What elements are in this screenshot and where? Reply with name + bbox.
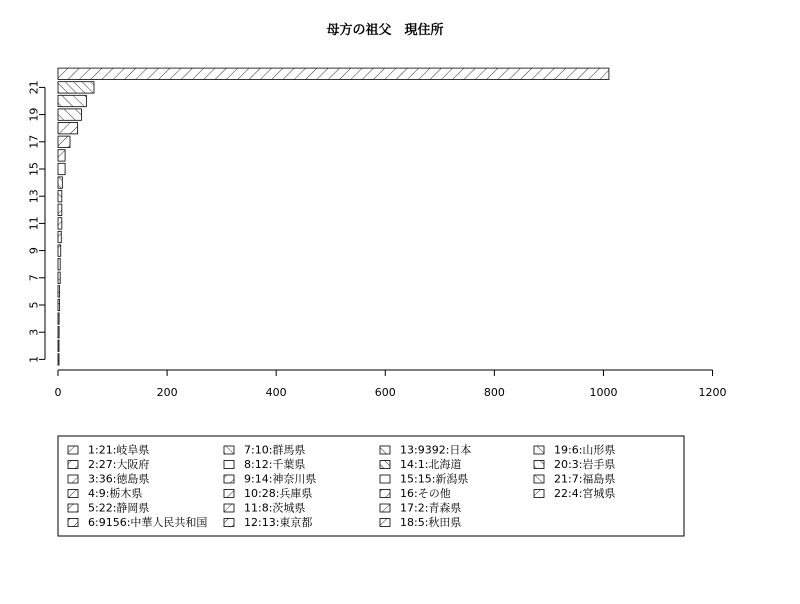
- legend-label: 3:36:徳島県: [88, 472, 150, 486]
- legend-label: 8:12:千葉県: [244, 458, 306, 471]
- bar-16: [58, 150, 65, 161]
- legend-key: [380, 504, 390, 512]
- bar-22: [58, 68, 609, 79]
- legend-key: [224, 446, 234, 454]
- legend-key: [534, 446, 544, 454]
- x-tick-label: 1000: [589, 386, 618, 399]
- plot-area: [58, 68, 609, 365]
- y-tick-label: 17: [27, 134, 41, 149]
- bar-1: [58, 354, 59, 365]
- y-tick-label: 13: [27, 189, 41, 204]
- legend-label: 9:14:神奈川県: [244, 472, 317, 486]
- bar-7: [58, 272, 60, 283]
- bar-4: [58, 313, 59, 324]
- legend: [58, 436, 684, 536]
- x-tick-label: 400: [265, 386, 287, 399]
- y-tick-label: 7: [27, 274, 41, 282]
- x-tick-label: 600: [374, 386, 396, 399]
- legend-label: 20:3:岩手県: [554, 458, 616, 471]
- bar-15: [58, 163, 65, 174]
- legend-label: 7:10:群馬県: [244, 443, 306, 457]
- legend-key: [68, 490, 78, 498]
- x-tick-label: 0: [54, 386, 62, 399]
- bar-17: [58, 136, 70, 147]
- legend-key: [68, 475, 78, 483]
- legend-label: 14:1:北海道: [400, 458, 462, 471]
- x-tick-label: 800: [483, 386, 505, 399]
- y-axis: [28, 80, 46, 363]
- legend-key: [224, 504, 234, 512]
- y-tick-label: 5: [27, 301, 41, 309]
- y-tick-label: 11: [27, 216, 41, 231]
- bar-19: [58, 109, 81, 120]
- bar-18: [58, 123, 78, 134]
- legend-label: 18:5:秋田県: [400, 516, 462, 529]
- legend-key: [380, 461, 390, 469]
- legend-label: 22:4:宮城県: [554, 487, 616, 500]
- legend-label: 1:21:岐阜県: [88, 443, 150, 457]
- bar-2: [58, 340, 59, 351]
- legend-key: [534, 475, 544, 483]
- y-tick-label: 9: [27, 247, 41, 255]
- legend-label: 13:9392:日本: [400, 443, 472, 457]
- legend-key: [380, 475, 390, 483]
- bar-3: [58, 327, 59, 338]
- legend-key: [224, 519, 234, 527]
- y-tick-label: 21: [27, 80, 41, 95]
- legend-label: 4:9:栃木県: [88, 487, 143, 500]
- bar-5: [58, 299, 60, 310]
- chart-title: 母方の祖父 現住所: [326, 23, 444, 38]
- legend-label: 5:22:静岡県: [88, 501, 150, 515]
- y-tick-label: 1: [27, 355, 41, 363]
- legend-key: [534, 490, 544, 498]
- bar-12: [58, 204, 62, 215]
- bar-10: [58, 231, 61, 242]
- legend-label: 16:その他: [400, 487, 451, 500]
- legend-label: 21:7:福島県: [554, 472, 616, 486]
- legend-label: 10:28:兵庫県: [244, 487, 313, 500]
- x-axis: [55, 370, 727, 399]
- bar-6: [58, 286, 60, 297]
- legend-key: [380, 446, 390, 454]
- legend-key: [68, 461, 78, 469]
- y-tick-label: 3: [27, 328, 41, 336]
- x-tick-label: 1200: [698, 386, 727, 399]
- legend-key: [534, 461, 544, 469]
- bar-8: [58, 259, 60, 270]
- legend-key: [224, 490, 234, 498]
- bar-20: [58, 95, 86, 106]
- legend-label: 2:27:大阪府: [88, 458, 150, 471]
- legend-label: 12:13:東京都: [244, 516, 313, 529]
- bar-14: [58, 177, 62, 188]
- legend-key: [224, 461, 234, 469]
- legend-label: 15:15:新潟県: [400, 472, 469, 486]
- legend-label: 11:8:茨城県: [244, 501, 306, 515]
- bar-21: [58, 82, 94, 93]
- legend-key: [68, 504, 78, 512]
- x-tick-label: 200: [156, 386, 178, 399]
- bar-11: [58, 218, 62, 229]
- y-tick-label: 19: [27, 107, 41, 122]
- legend-key: [380, 490, 390, 498]
- bar-9: [58, 245, 61, 256]
- legend-label: 17:2:青森県: [400, 501, 462, 515]
- legend-key: [68, 519, 78, 527]
- legend-key: [68, 446, 78, 454]
- legend-key: [380, 519, 390, 527]
- legend-key: [224, 475, 234, 483]
- legend-label: 19:6:山形県: [554, 443, 616, 457]
- legend-label: 6:9156:中華人民共和国: [88, 516, 208, 529]
- bar-13: [58, 191, 62, 202]
- y-tick-label: 15: [27, 162, 41, 176]
